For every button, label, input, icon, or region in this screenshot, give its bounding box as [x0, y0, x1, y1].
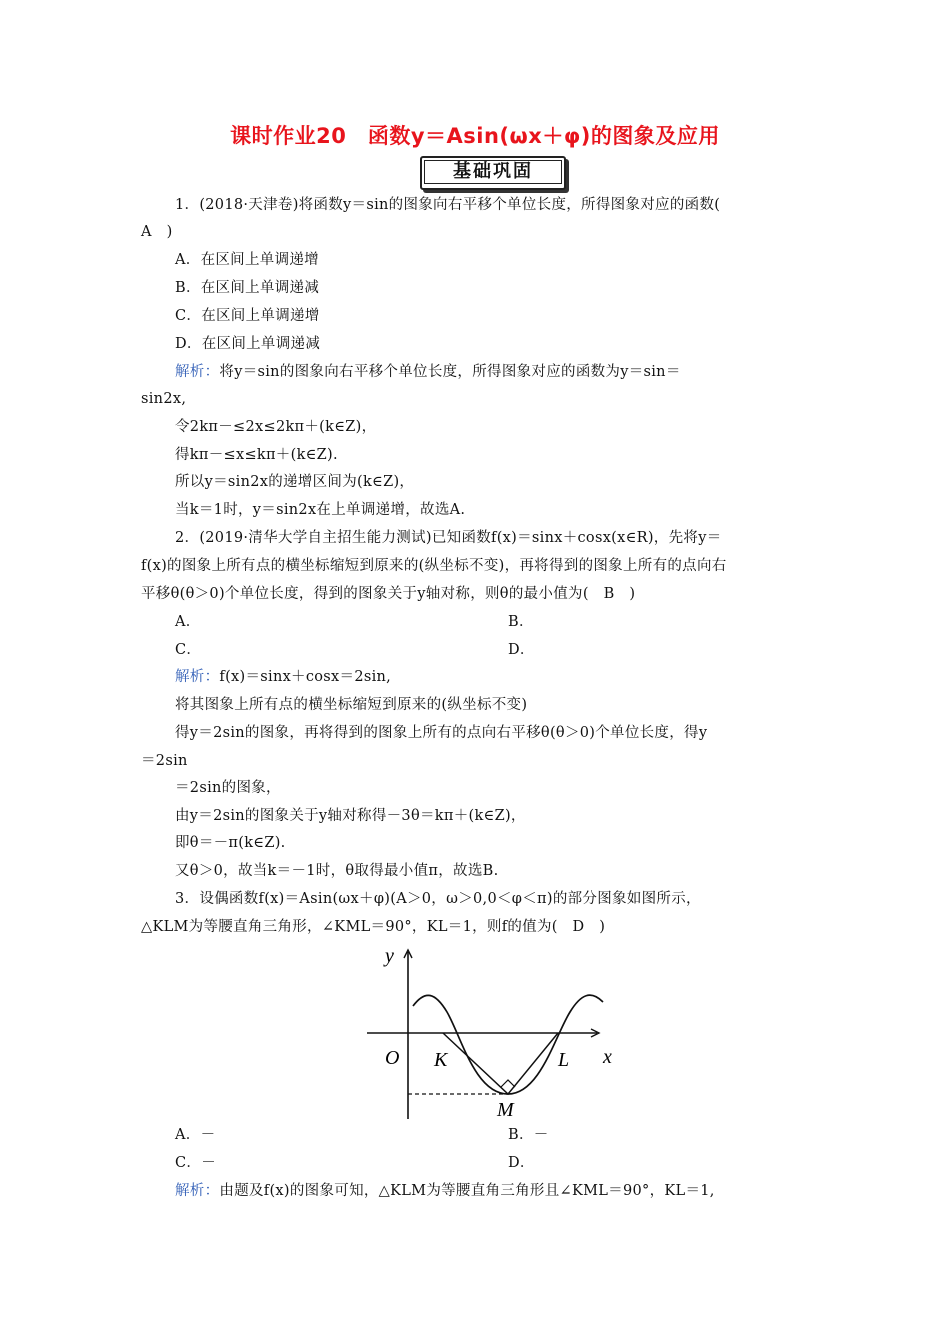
q2-solution-line5: ＝2sin的图象， — [175, 780, 281, 796]
q2-solution-line7: 即θ＝－π(k∈Z). — [175, 835, 286, 851]
q2-option-d: D． — [508, 642, 535, 658]
label-y: y — [385, 945, 394, 967]
q3-option-d: D． — [508, 1155, 535, 1171]
q1-solution-line2: sin2x, — [141, 391, 187, 407]
q2-option-c: C． — [175, 642, 202, 658]
right-angle-marker — [501, 1080, 515, 1087]
q1-option-c: C．在区间上单调递增 — [175, 308, 320, 324]
q1-solution-line6: 当k＝1时，y＝sin2x在上单调递增，故选A. — [175, 502, 466, 518]
q3-option-c: C．－ — [175, 1155, 216, 1171]
q2-stem-line2: f(x)的图象上所有点的横坐标缩短到原来的(纵坐标不变)，再将得到的图象上所有的点向右 — [141, 558, 727, 574]
q2-solution-text1: f(x)＝sinx＋cosx＝2sin, — [219, 669, 392, 685]
label-m: M — [497, 1099, 514, 1121]
q3-graph-figure — [365, 944, 620, 1124]
section-badge-label: 基础巩固 — [424, 160, 562, 184]
q3-option-a: A．－ — [175, 1127, 216, 1143]
q2-solution-line6: 由y＝2sin的图象关于y轴对称得－3θ＝kπ＋(k∈Z)， — [175, 808, 526, 824]
analysis-label: 解析： — [175, 1183, 220, 1199]
q2-option-b: B． — [508, 614, 534, 630]
q1-option-a: A．在区间上单调递增 — [175, 252, 319, 268]
label-l: L — [558, 1049, 570, 1071]
q1-stem-line1: 1．(2018·天津卷)将函数y＝sin的图象向右平移个单位长度，所得图象对应的函数( — [175, 197, 721, 213]
q1-solution-text1: 将y＝sin的图象向右平移个单位长度，所得图象对应的函数为y＝sin＝ — [219, 364, 681, 380]
q3-solution-text1: 由题及f(x)的图象可知，△KLM为等腰直角三角形且∠KML＝90°，KL＝1, — [219, 1183, 715, 1199]
q1-option-b: B．在区间上单调递减 — [175, 280, 320, 296]
label-o: O — [385, 1047, 400, 1069]
label-x: x — [603, 1046, 612, 1068]
analysis-label: 解析： — [175, 669, 220, 685]
q1-solution-line5: 所以y＝sin2x的递增区间为(k∈Z)， — [175, 474, 415, 490]
q2-solution-line8: 又θ＞0，故当k＝－1时，θ取得最小值π，故选B. — [175, 863, 499, 879]
q2-stem-line1: 2．(2019·清华大学自主招生能力测试)已知函数f(x)＝sinx＋cosx(x∈R)，先将y＝ — [175, 530, 722, 546]
q2-stem-line3: 平移θ(θ＞0)个单位长度，得到的图象关于y轴对称，则θ的最小值为( B ) — [141, 586, 636, 602]
q3-stem-line1: 3．设偶函数f(x)＝Asin(ωx＋φ)(A＞0，ω＞0,0＜φ＜π)的部分图象如图所示， — [175, 891, 701, 907]
q1-solution-line4: 得kπ－≤x≤kπ＋(k∈Z). — [175, 447, 338, 463]
q1-solution-line3: 令2kπ－≤2x≤2kπ＋(k∈Z)， — [175, 419, 377, 435]
analysis-label: 解析： — [175, 364, 220, 380]
q3-option-b: B．－ — [508, 1127, 549, 1143]
q1-option-d: D．在区间上单调递减 — [175, 336, 321, 352]
section-badge — [420, 156, 566, 190]
q1-stem-line2: A ) — [141, 224, 173, 240]
q2-solution-line2: 将其图象上所有点的横坐标缩短到原来的(纵坐标不变) — [175, 697, 528, 713]
q3-stem-line2: △KLM为等腰直角三角形，∠KML＝90°，KL＝1，则f的值为( D ) — [141, 919, 606, 935]
q2-solution-line1 — [175, 667, 391, 687]
label-k: K — [434, 1049, 448, 1071]
page-title: 课时作业20 函数y＝Asin(ωx＋φ)的图象及应用 — [230, 124, 720, 148]
q2-solution-line4: ＝2sin — [141, 753, 188, 769]
q2-option-a: A． — [175, 614, 201, 630]
q1-solution-line1 — [175, 362, 681, 382]
q2-solution-line3: 得y＝2sin的图象，再将得到的图象上所有的点向右平移θ(θ＞0)个单位长度，得y — [175, 725, 708, 741]
q3-solution-line1 — [175, 1181, 715, 1201]
